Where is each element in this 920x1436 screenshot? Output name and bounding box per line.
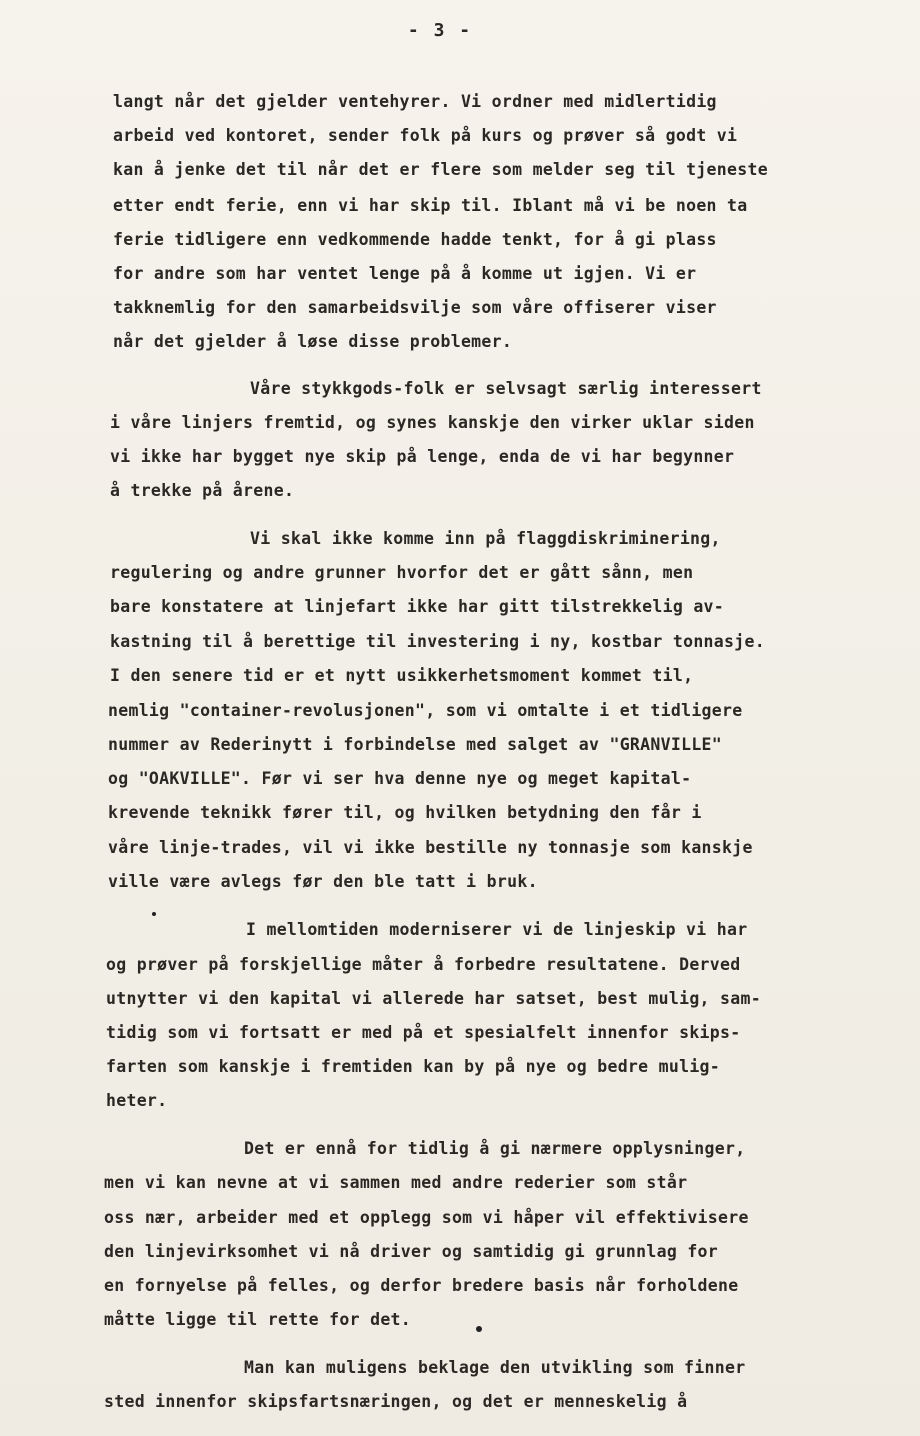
text-line: Vi skal ikke komme inn på flaggdiskriminering, <box>250 529 721 548</box>
text-line: krevende teknikk fører til, og hvilken betydning den får i <box>108 803 702 822</box>
text-line: heter. <box>106 1091 168 1110</box>
text-line: farten som kanskje i fremtiden kan by på nye og bedre mulig- <box>106 1057 721 1076</box>
text-line: utnytter vi den kapital vi allerede har satset, best mulig, sam- <box>106 989 761 1008</box>
text-line: nemlig "container-revolusjonen", som vi omtalte i et tidligere <box>108 701 743 720</box>
text-line: å trekke på årene. <box>110 481 295 500</box>
text-line: i våre linjers fremtid, og synes kanskje den virker uklar siden <box>110 413 755 432</box>
text-line: oss nær, arbeider med et opplegg som vi håper vil effektivisere <box>104 1208 749 1227</box>
text-line: ville være avlegs før den ble tatt i bruk. <box>108 872 538 891</box>
text-line: Det er ennå for tidlig å gi nærmere opplysninger, <box>244 1139 746 1158</box>
text-line: og "OAKVILLE". Før vi ser hva denne nye og meget kapital- <box>108 769 692 788</box>
text-line: takknemlig for den samarbeidsvilje som våre offiserer viser <box>113 298 717 317</box>
text-line: kan å jenke det til når det er flere som melder seg til tjeneste <box>113 160 768 179</box>
text-line: Våre stykkgods-folk er selvsagt særlig interessert <box>250 379 762 398</box>
text-line: etter endt ferie, enn vi har skip til. Iblant må vi be noen ta <box>113 196 748 215</box>
text-line: bare konstatere at linjefart ikke har gitt tilstrekkelig av- <box>110 597 725 616</box>
text-line: Man kan muligens beklage den utvikling som finner <box>244 1358 746 1377</box>
text-line: sted innenfor skipsfartsnæringen, og det er menneskelig å <box>104 1392 688 1411</box>
ink-mark <box>152 912 156 916</box>
text-line: men vi kan nevne at vi sammen med andre rederier som står <box>104 1173 688 1192</box>
text-line: regulering og andre grunner hvorfor det er gått sånn, men <box>110 563 694 582</box>
text-line: for andre som har ventet lenge på å komme ut igjen. Vi er <box>113 264 697 283</box>
text-line: den linjevirksomhet vi nå driver og samtidig gi grunnlag for <box>104 1242 719 1261</box>
text-line: og prøver på forskjellige måter å forbedre resultatene. Derved <box>106 955 741 974</box>
text-line: våre linje-trades, vil vi ikke bestille ny tonnasje som kanskje <box>108 838 753 857</box>
text-line: vi ikke har bygget nye skip på lenge, enda de vi har begynner <box>110 447 735 466</box>
text-line: I den senere tid er et nytt usikkerhetsmoment kommet til, <box>110 666 694 685</box>
text-line: langt når det gjelder ventehyrer. Vi ordner med midlertidig <box>113 92 717 111</box>
text-line: I mellomtiden moderniserer vi de linjeskip vi har <box>246 920 748 939</box>
text-line: nummer av Rederinytt i forbindelse med salget av "GRANVILLE" <box>108 735 723 754</box>
text-line: tidig som vi fortsatt er med på et spesialfelt innenfor skips- <box>106 1023 741 1042</box>
ink-mark <box>476 1326 482 1332</box>
text-line: ferie tidligere enn vedkommende hadde tenkt, for å gi plass <box>113 230 717 249</box>
text-line: når det gjelder å løse disse problemer. <box>113 332 513 351</box>
text-line: en fornyelse på felles, og derfor bredere basis når forholdene <box>104 1276 739 1295</box>
text-line: måtte ligge til rette for det. <box>104 1310 412 1329</box>
page-number: - 3 - <box>407 20 473 41</box>
text-line: kastning til å berettige til investering i ny, kostbar tonnasje. <box>110 632 765 651</box>
text-line: arbeid ved kontoret, sender folk på kurs og prøver så godt vi <box>113 126 738 145</box>
